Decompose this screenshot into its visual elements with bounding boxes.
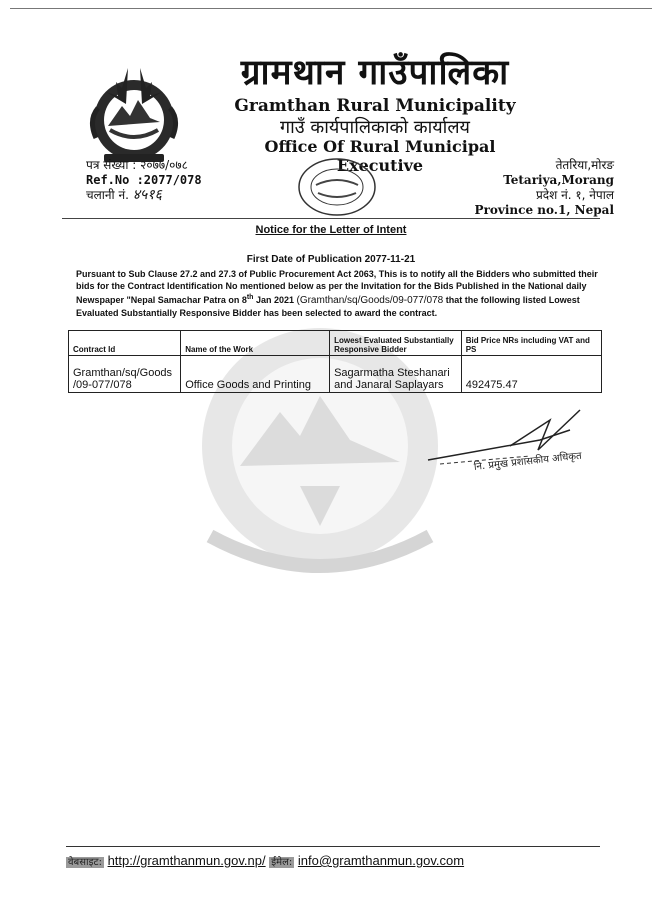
province-english: Province no.1, Nepal xyxy=(474,203,614,217)
cell-contract-id: Gramthan/sq/Goods /09-077/078 xyxy=(69,356,181,393)
ref-number: Ref.No :2077/078 xyxy=(86,173,202,187)
notice-paragraph xyxy=(76,268,604,319)
address-block xyxy=(464,158,614,218)
email-label: ईमेल: xyxy=(271,857,293,868)
chalani-label: चलानी नं. xyxy=(86,188,129,202)
award-table xyxy=(68,330,602,393)
patra-sankhya: पत्र संख्या : २०७७/०७८ xyxy=(86,158,188,172)
nepal-emblem-icon xyxy=(78,60,190,168)
footer-divider xyxy=(66,846,600,847)
header-bidder: Lowest Evaluated Substantially Responsive Bidder xyxy=(330,331,462,356)
contract-reference: (Gramthan/sq/Goods/09-077/078 xyxy=(296,295,444,306)
header-bid-price: Bid Price NRs including VAT and PS xyxy=(461,331,601,356)
header-work-name: Name of the Work xyxy=(181,331,330,356)
address-english: Tetariya,Morang xyxy=(503,173,614,187)
cell-bidder: Sagarmatha Steshanari and Janaral Saplayars xyxy=(330,356,462,393)
province-nepali: प्रदेश नं. १, नेपाल xyxy=(535,188,614,202)
office-stamp-icon xyxy=(296,155,378,219)
notice-text-part2: Jan 2021 xyxy=(253,295,297,305)
notice-title: Notice for the Letter of Intent xyxy=(255,224,407,236)
signatory-title: नि. प्रमुख प्रशासकीय अधिकृत xyxy=(473,450,583,473)
municipality-title-nepali: ग्रामथान गाउँपालिका xyxy=(240,53,510,93)
office-title-english: Office Of Rural Municipal Executive xyxy=(264,137,496,175)
table-header-row xyxy=(69,331,602,356)
top-border-line xyxy=(10,8,652,9)
header-divider xyxy=(62,218,600,219)
ordinal-suffix: th xyxy=(246,294,254,301)
publication-date: First Date of Publication 2077-11-21 xyxy=(246,254,416,265)
cell-work-name: Office Goods and Printing xyxy=(181,356,330,393)
email-link[interactable]: info@gramthanmun.gov.com xyxy=(297,853,465,868)
municipality-title-english: Gramthan Rural Municipality xyxy=(234,96,516,116)
chalani-line xyxy=(86,188,226,203)
chalani-number: ४५१६ xyxy=(132,187,162,203)
website-label: वेबसाइट: xyxy=(68,857,102,868)
office-title-nepali: गाउँ कार्यपालिकाको कार्यालय xyxy=(280,117,470,138)
reference-block xyxy=(86,158,226,203)
notice-text-part1: Pursuant to Sub Clause 27.2 and 27.3 of Public Procurement Act 2063, This is to notify all the Bidders who submitted their bids for the Contract Identification No mentioned below as per the Invitation for the Bids Published in the National daily Newspaper "Nepal Samachar Patra on 8 xyxy=(76,269,598,305)
address-nepali: तेतरिया,मोरङ xyxy=(555,158,614,172)
website-link[interactable]: http://gramthanmun.gov.np/ xyxy=(107,853,266,868)
footer-contact xyxy=(66,852,606,872)
cell-bid-price: 492475.47 xyxy=(461,356,601,393)
notice-text-part3: that the following listed Lowest Evaluated Substantially Responsive Bidder has been selected to award the contract. xyxy=(76,295,580,318)
table-row xyxy=(69,356,602,393)
header-contract-id: Contract Id xyxy=(69,331,181,356)
